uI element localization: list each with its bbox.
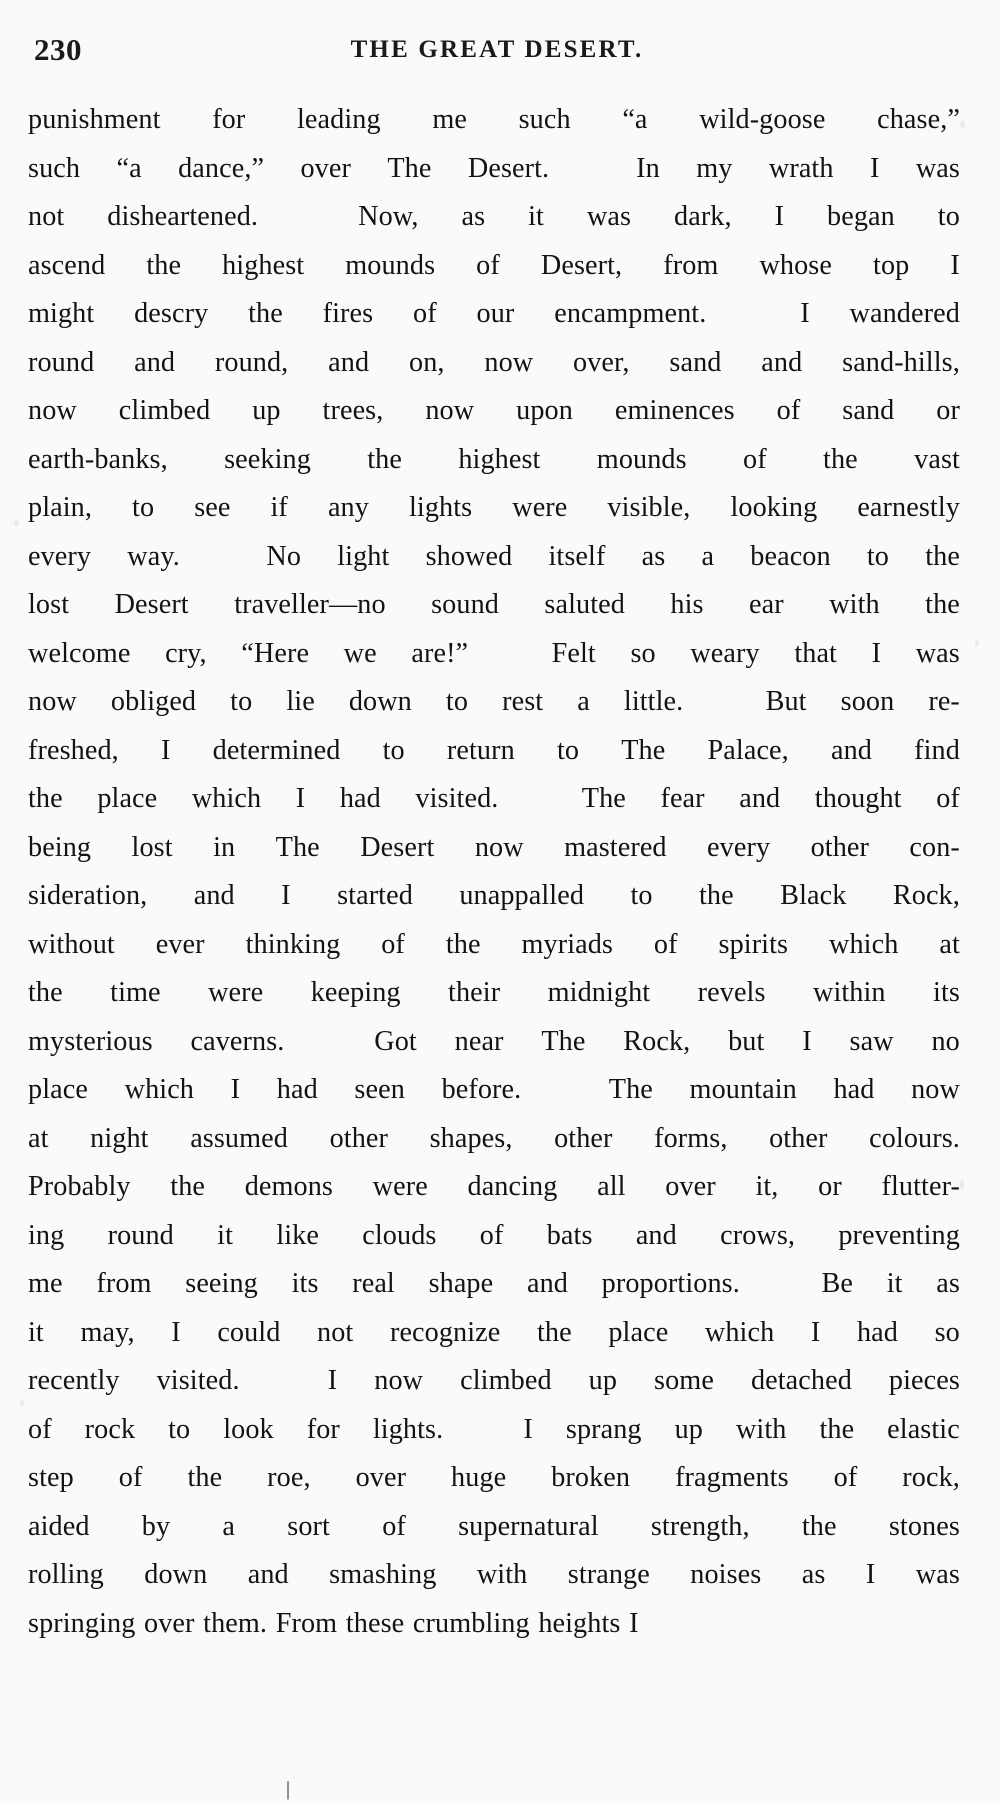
text-line: Probably the demons were dancing all over it, or flutter- <box>28 1171 960 1202</box>
text-line: round and round, and on, now over, sand and sand-hills, <box>28 346 960 378</box>
text-line: recently visited. I now climbed up some detached pieces <box>28 1365 960 1396</box>
scan-speck <box>960 1180 964 1190</box>
text-line: being lost in The Desert now mastered every other con- <box>28 831 960 863</box>
text-line: now obliged to lie down to rest a little. But soon re- <box>28 686 960 717</box>
scan-speck <box>20 1400 24 1406</box>
text-line: aided by a sort of supernatural strength, the stones <box>28 1510 960 1542</box>
scan-speck <box>14 520 19 526</box>
text-line: it may, I could not recognize the place which I had so <box>28 1316 960 1348</box>
text-line: springing over them. From these crumbling heights I <box>28 1607 639 1639</box>
page-body-text <box>28 96 960 1648</box>
page-number: 230 <box>34 32 82 67</box>
scan-speck <box>960 120 965 129</box>
text-line: plain, to see if any lights were visible, looking earnestly <box>28 492 960 523</box>
text-line: step of the roe, over huge broken fragments of rock, <box>28 1462 960 1493</box>
text-line: the time were keeping their midnight revels within its <box>28 977 960 1008</box>
text-line: ascend the highest mounds of Desert, from whose top I <box>28 249 960 281</box>
text-line: without ever thinking of the myriads of spirits which at <box>28 928 960 960</box>
text-line: lost Desert traveller—no sound saluted his ear with the <box>28 589 960 620</box>
text-line: ing round it like clouds of bats and crows, preventing <box>28 1219 960 1251</box>
text-line: at night assumed other shapes, other forms, other colours. <box>28 1122 960 1154</box>
text-line: welcome cry, “Here we are!” Felt so weary that I was <box>28 637 960 669</box>
text-line: of rock to look for lights. I sprang up with the elastic <box>28 1413 960 1445</box>
text-line: every way. No light showed itself as a beacon to the <box>28 540 960 572</box>
paragraph-block <box>28 96 960 1648</box>
text-line: such “a dance,” over The Desert. In my wrath I was <box>28 152 960 184</box>
text-line: might descry the fires of our encampment. I wandered <box>28 298 960 329</box>
text-line: the place which I had visited. The fear and thought of <box>28 783 960 814</box>
page-tail-mark: | <box>286 1778 291 1800</box>
text-line: now climbed up trees, now upon eminences of sand or <box>28 395 960 426</box>
text-line: earth-banks, seeking the highest mounds of the vast <box>28 443 960 475</box>
page-header <box>34 30 960 74</box>
text-line: punishment for leading me such “a wild-goose chase,” <box>28 104 960 135</box>
scan-speck <box>975 640 979 647</box>
text-line: freshed, I determined to return to The Palace, and find <box>28 734 960 766</box>
text-line: rolling down and smashing with strange noises as I was <box>28 1559 960 1590</box>
text-line: place which I had seen before. The mountain had now <box>28 1074 960 1105</box>
text-line: sideration, and I started unappalled to the Black Rock, <box>28 880 960 911</box>
text-line: mysterious caverns. Got near The Rock, but I saw no <box>28 1025 960 1057</box>
text-line: not disheartened. Now, as it was dark, I began to <box>28 201 960 232</box>
running-title: THE GREAT DESERT. <box>350 36 644 63</box>
text-line: me from seeing its real shape and proportions. Be it as <box>28 1268 960 1299</box>
